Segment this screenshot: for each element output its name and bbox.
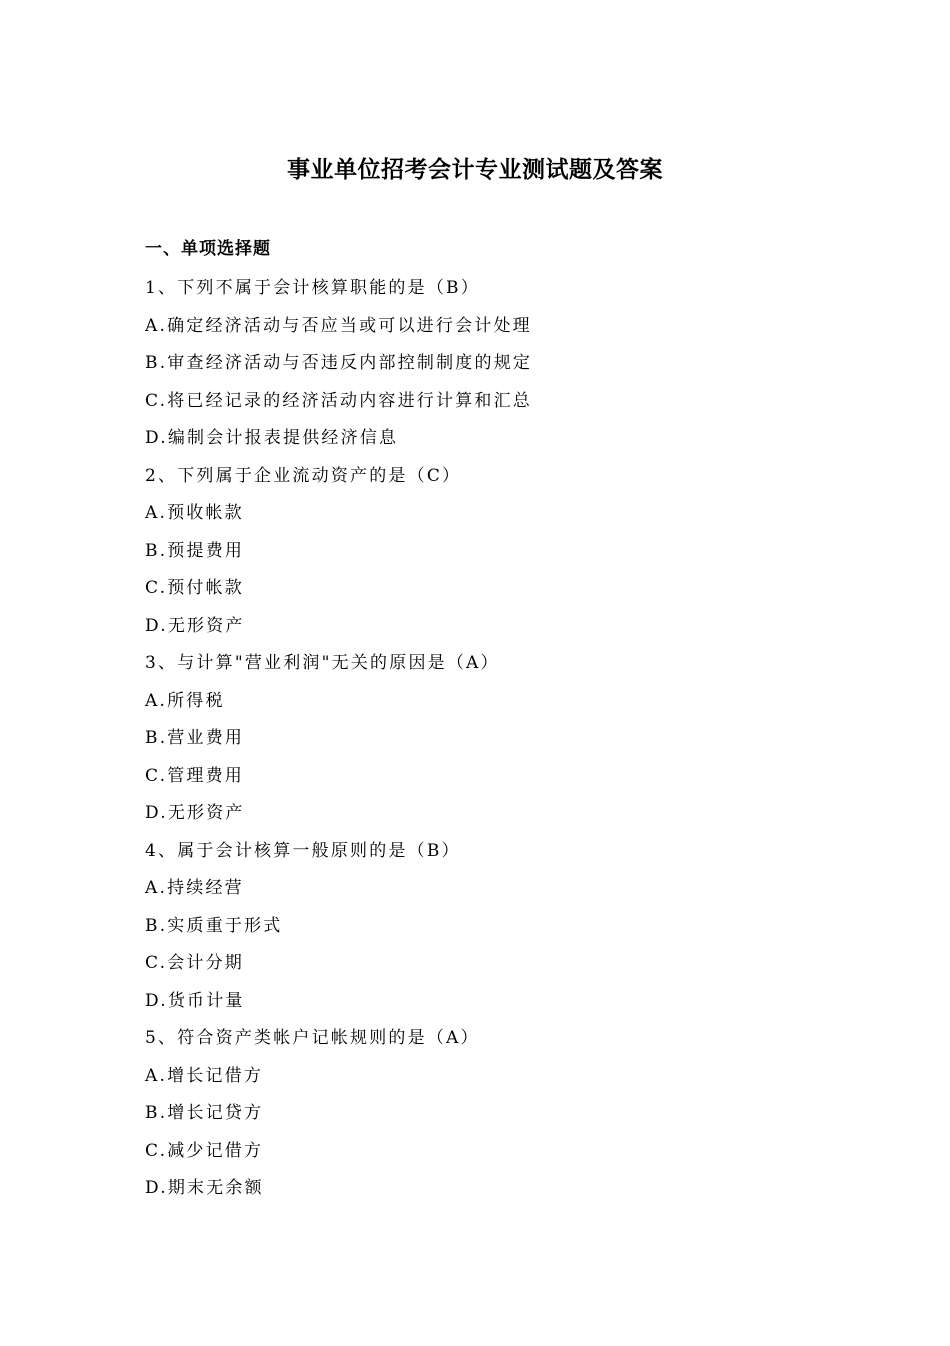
question-2-option-a: A.预收帐款 [145, 503, 244, 523]
question-4: 4、属于会计核算一般原则的是（B） [145, 840, 461, 861]
question-4-option-c: C.会计分期 [145, 953, 245, 973]
question-4-option-b: B.实质重于形式 [145, 915, 283, 936]
question-list [145, 270, 845, 1208]
question-4-option-a: A.持续经营 [145, 878, 244, 898]
page-title: 事业单位招考会计专业测试题及答案 [287, 156, 663, 183]
question-2: 2、下列属于企业流动资产的是（C） [145, 465, 462, 486]
question-2-option-b: B.预提费用 [145, 540, 245, 561]
question-5: 5、符合资产类帐户记帐规则的是（A） [145, 1028, 480, 1048]
question-5-option-b: B.增长记贷方 [145, 1103, 264, 1123]
question-3: 3、与计算"营业利润"无关的原因是（A） [145, 653, 500, 673]
question-3-option-c: C.管理费用 [145, 765, 245, 786]
question-4-option-d: D.货币计量 [145, 990, 245, 1011]
question-5-option-a: A.增长记借方 [145, 1065, 264, 1086]
question-1: 1、下列不属于会计核算职能的是（B） [145, 278, 480, 298]
question-1-option-c: C.将已经记录的经济活动内容进行计算和汇总 [145, 390, 533, 411]
question-3-option-a: A.所得税 [145, 690, 225, 711]
question-2-option-d: D.无形资产 [145, 615, 245, 636]
question-5-option-d: D.期末无余额 [145, 1178, 264, 1198]
question-1-option-a: A.确定经济活动与否应当或可以进行会计处理 [145, 315, 532, 336]
question-3-option-b: B.营业费用 [145, 728, 245, 748]
question-3-option-d: D.无形资产 [145, 803, 245, 823]
question-1-option-b: B.审查经济活动与否违反内部控制制度的规定 [145, 353, 533, 373]
section-heading: 一、单项选择题 [145, 239, 271, 259]
question-1-option-d: D.编制会计报表提供经济信息 [145, 428, 399, 448]
question-2-option-c: C.预付帐款 [145, 578, 245, 598]
question-5-option-c: C.减少记借方 [145, 1140, 264, 1161]
